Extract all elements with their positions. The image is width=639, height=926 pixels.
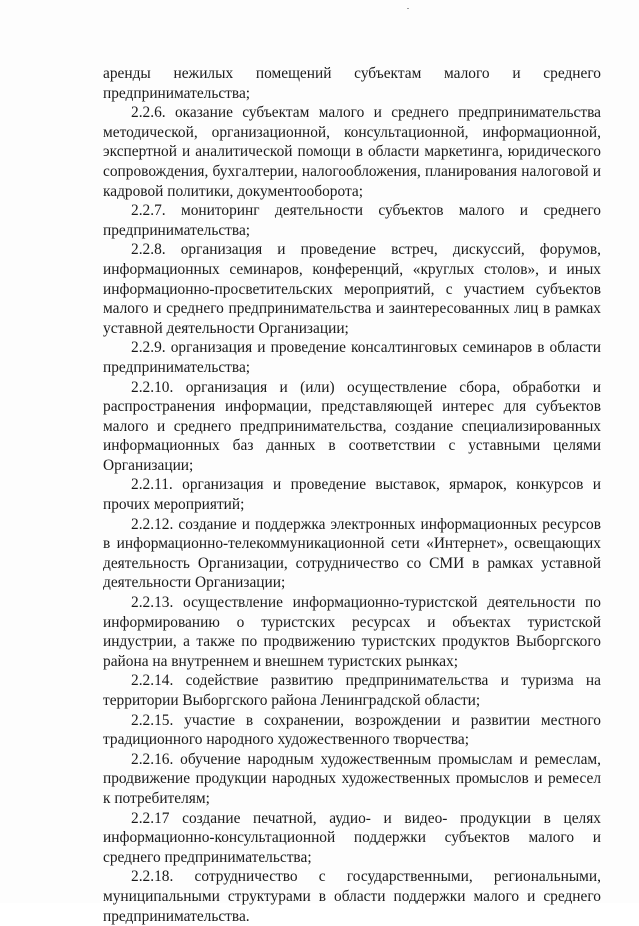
paragraph-2-2-11: 2.2.11. организация и проведение выставок, ярмарок, конкурсов и прочих мероприятий; <box>103 476 601 514</box>
paragraph-2-2-15: 2.2.15. участие в сохранении, возрождении и развитии местного традиционного народного художественного творчества; <box>103 711 601 749</box>
paragraph-2-2-16: 2.2.16. обучение народным художественным промыслам и ремеслам, продвижение продукции народных художественных промыслов и ремесел к потребителям; <box>103 750 601 807</box>
paragraph-2-2-13: 2.2.13. осуществление информационно-туристской деятельности по информированию о туристских ресурсах и объектах туристской индустрии, а также по продвижению туристских продуктов Выборгского района на внутреннем и внешнем туристских рынках; <box>103 594 601 670</box>
document-body <box>103 64 601 926</box>
paragraph-2-2-18: 2.2.18. сотрудничество с государственными, региональными, муниципальными структурами в области поддержки малого и среднего предпринимательства. <box>103 868 601 925</box>
paragraph-2-2-6: 2.2.6. оказание субъектам малого и среднего предпринимательства методической, организационной, консультационной, информационной, экспертной и аналитической помощи в области маркетинга, юридического сопровождения, бухгалтерии, налогообложения, планирования налоговой и кадровой политики, документооборота; <box>103 104 601 200</box>
paragraph-2-2-14: 2.2.14. содействие развитию предпринимательства и туризма на территории Выборгского района Ленинградской области; <box>103 672 601 709</box>
scan-speck <box>407 8 409 9</box>
paragraph-2-2-12: 2.2.12. создание и поддержка электронных информационных ресурсов в информационно-телекоммуникационной сети «Интернет», освещающих деятельность Организации, сотрудничество со СМИ в рамках уставной деятельности Организации; <box>103 515 601 592</box>
paragraph-2-2-10: 2.2.10. организация и (или) осуществление сбора, обработки и распространения информации, представляющей интерес для субъектов малого и среднего предпринимательства, создание специализированных информационных баз данных в соответствии с уставными целями Организации; <box>103 378 601 474</box>
paragraph-2-2-17: 2.2.17 создание печатной, аудио- и видео- продукции в целях информационно-консультационной поддержки субъектов малого и среднего предпринимательства; <box>103 809 601 866</box>
paragraph-2-2-8: 2.2.8. организация и проведение встреч, дискуссий, форумов, информационных семинаров, конференций, «круглых столов», и иных информационно-просветительских мероприятий, с участием субъектов малого и среднего предпринимательства и заинтересованных лиц в рамках уставной деятельности Организации; <box>103 241 601 337</box>
paragraph-continuation: аренды нежилых помещений субъектам малого и среднего предпринимательства; <box>103 65 601 102</box>
paragraph-2-2-7: 2.2.7. мониторинг деятельности субъектов малого и среднего предпринимательства; <box>103 202 601 239</box>
paragraph-2-2-9: 2.2.9. организация и проведение консалтинговых семинаров в области предпринимательства; <box>103 339 601 376</box>
